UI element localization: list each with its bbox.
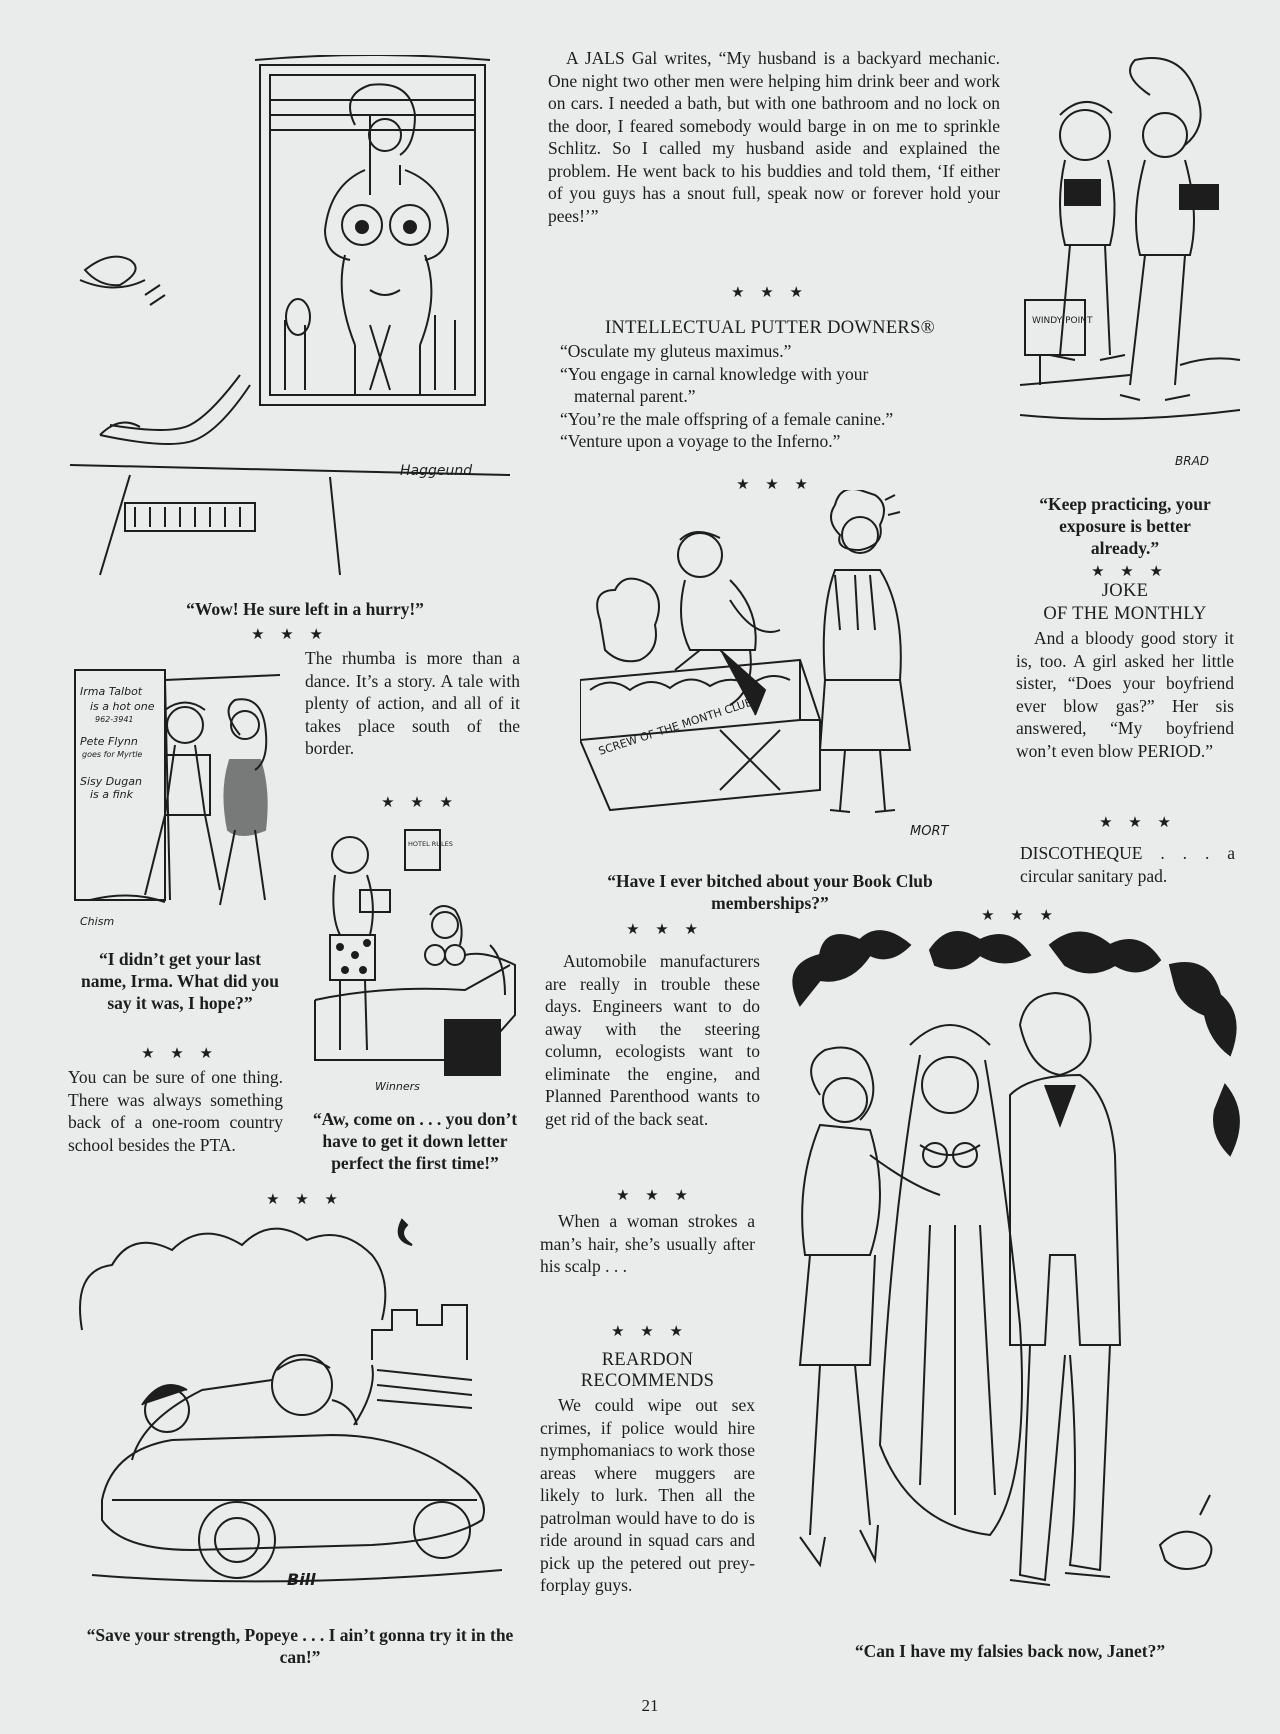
- stars-divider: ★ ★ ★: [736, 477, 814, 493]
- wedding-cartoon: [780, 925, 1245, 1615]
- stars-divider: ★ ★ ★: [266, 1192, 344, 1208]
- joke-heading-2: OF THE MONTHLY: [1043, 604, 1207, 624]
- popeye-cartoon-signature: Bill: [287, 1570, 316, 1589]
- joke-heading-1: JOKE: [1101, 581, 1149, 601]
- stars-divider: ★ ★ ★: [381, 795, 459, 811]
- putter-line-3: maternal parent.”: [574, 386, 696, 406]
- irma-cartoon-drawing: [70, 640, 290, 930]
- reardon-text: We could wipe out sex crimes, if police would hire nymphomaniacs to work those areas where muggers are likely to lurk. Then all the patrolman would have to do is ride around in squad cars and pick up the petered out prey-forplay guys.: [540, 1395, 755, 1595]
- discotheque-text: DISCOTHEQUE . . . a circular sanitary pad.: [1020, 843, 1235, 886]
- wedding-cartoon-caption: “Can I have my falsies back now, Janet?”: [854, 1641, 1166, 1661]
- page-number: 21: [641, 1696, 659, 1715]
- bookclub-box-label: SCREW OF THE MONTH CLUB: [596, 695, 755, 758]
- reardon-heading-2: RECOMMENDS: [580, 1371, 715, 1391]
- hotel-cartoon: [305, 815, 525, 1095]
- putter-line-2: “You engage in carnal knowledge with your: [560, 363, 869, 384]
- hotel-rules-sign: HOTEL RULES: [408, 840, 453, 848]
- stars-divider: ★ ★ ★: [626, 922, 704, 938]
- graffiti-6: Sisy Dugan: [80, 775, 142, 788]
- country-school-text: You can be sure of one thing. There was always something back of a one-room country school besides the PTA.: [68, 1067, 283, 1155]
- window-cartoon-signature: Haggeund: [400, 463, 473, 479]
- hotel-cartoon-drawing: [305, 815, 525, 1095]
- popeye-cartoon-drawing: [72, 1210, 522, 1610]
- stars-divider: ★ ★ ★: [731, 285, 809, 301]
- graffiti-5: goes for Myrtle: [82, 750, 143, 759]
- automobile-text: Automobile manufacturers are really in trouble these days. Engineers want to do away with the steering column, ecologists want to eliminate the engine, and Planned Parenthood wants to get rid of the back seat.: [545, 951, 760, 1129]
- stars-divider: ★ ★ ★: [251, 627, 329, 643]
- window-cartoon-caption: “Wow! He sure left in a hurry!”: [186, 599, 424, 619]
- joke-text: And a bloody good story it is, too. A girl asked her little sister, “Does your boyfriend ever blow gas?” Her sis answered, “My boyfriend won’t even blow PERIOD.”: [1016, 628, 1234, 761]
- bookclub-cartoon-drawing: [580, 490, 990, 860]
- graffiti-3: 962-3941: [95, 715, 134, 724]
- irma-cartoon: [70, 640, 290, 930]
- wedding-cartoon-drawing: [780, 925, 1245, 1615]
- stars-divider: ★ ★ ★: [611, 1324, 689, 1340]
- windy-cartoon: [1020, 55, 1245, 475]
- graffiti-7: is a fink: [90, 788, 133, 801]
- putter-downers-heading: INTELLECTUAL PUTTER DOWNERS®: [604, 318, 936, 338]
- putter-line-5: “Venture upon a voyage to the Inferno.”: [560, 431, 841, 451]
- bookclub-cartoon-caption: “Have I ever bitched about your Book Club memberships?”: [607, 871, 933, 913]
- stars-divider: ★ ★ ★: [981, 908, 1059, 924]
- irma-cartoon-caption: “I didn’t get your last name, Irma. What did you say it was, I hope?”: [80, 949, 280, 1013]
- jals-text: A JALS Gal writes, “My husband is a backyard mechanic. One night two other men were helping him drink beer and work on cars. I needed a bath, but with one bathroom and no lock on the door, I feared somebody would barge in on me to sprinkle Schlitz. So I called my husband aside and explained the problem. He went back to his buddies and told them, ‘If either of you guys has a snout full, speak now or forever hold your pees!’”: [548, 48, 1000, 226]
- hotel-cartoon-signature: Winners: [375, 1080, 420, 1093]
- reardon-heading-1: REARDON: [601, 1350, 694, 1370]
- graffiti-1: Irma Talbot: [80, 685, 143, 698]
- graffiti-4: Pete Flynn: [80, 735, 138, 748]
- hotel-cartoon-caption: “Aw, come on . . . you don’t have to get it down letter perfect the first time!”: [312, 1109, 518, 1173]
- woman-hair-text: When a woman strokes a man’s hair, she’s usually after his scalp . . .: [540, 1211, 755, 1276]
- windy-cartoon-signature: BRAD: [1175, 454, 1210, 468]
- windy-cartoon-drawing: [1020, 55, 1245, 475]
- windy-cartoon-caption: “Keep practicing, your exposure is better already.”: [1039, 494, 1211, 558]
- rhumba-text: The rhumba is more than a dance. It’s a story. A tale with plenty of action, and all of it takes place south of the border.: [305, 648, 520, 758]
- windy-point-sign: WINDY POINT: [1032, 316, 1093, 326]
- stars-divider: ★ ★ ★: [141, 1046, 219, 1062]
- irma-cartoon-signature: Chism: [80, 915, 115, 928]
- popeye-cartoon: [72, 1210, 522, 1610]
- graffiti-2: is a hot one: [90, 700, 155, 713]
- putter-line-4: “You’re the male offspring of a female canine.”: [560, 408, 894, 429]
- stars-divider: ★ ★ ★: [616, 1188, 694, 1204]
- window-cartoon-drawing: [70, 55, 510, 590]
- stars-divider: ★ ★ ★: [1091, 564, 1169, 580]
- window-cartoon: [70, 55, 510, 590]
- putter-line-1: “Osculate my gluteus maximus.”: [560, 341, 792, 361]
- putter-downers-list: [560, 340, 1000, 453]
- bookclub-cartoon: [580, 490, 990, 860]
- stars-divider: ★ ★ ★: [1099, 815, 1177, 831]
- popeye-cartoon-caption: “Save your strength, Popeye . . . I ain’t gonna try it in the can!”: [86, 1625, 514, 1667]
- bookclub-cartoon-signature: MORT: [910, 824, 949, 839]
